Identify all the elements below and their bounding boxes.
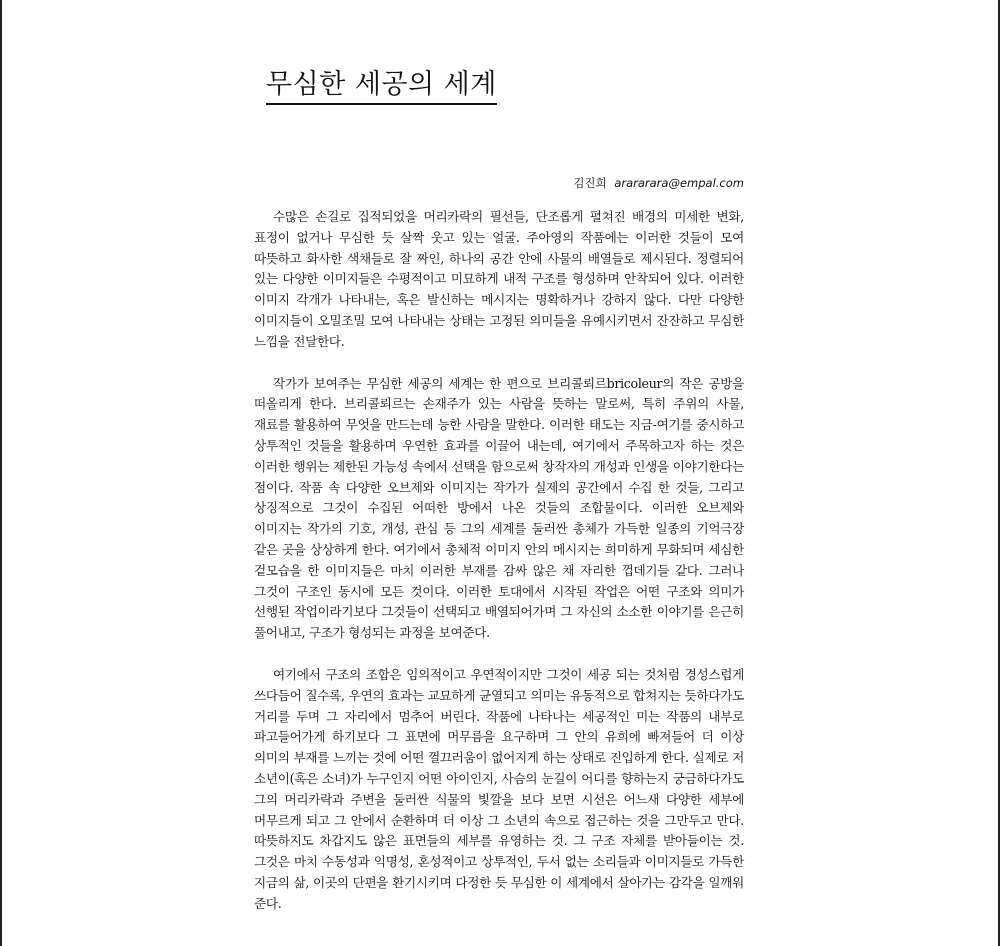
document-title: 무심한 세공의 세계 xyxy=(266,68,497,105)
paragraph-1: 수많은 손길로 집적되었을 머리카락의 필선들, 단조롭게 펼쳐진 배경의 미세한 변화, 표정이 없거나 무심한 듯 살짝 웃고 있는 얼굴. 주아영의 작품에는 이러한 것들이 모여 따뜻하고 화사한 색채들로 잘 짜인, 하나의 공간 안에 사물의 배열들로 제시된다. 정렬되어 있는 다양한 이미지들은 수평적이고 미묘하게 내적 구조를 형성하며 안착되어 있다. 이러한 이미지 각개가 나타내는, 혹은 발신하는 메시지는 명확하거나 강하지 않다. 다만 다양한 이미지들이 오밀조밀 모여 나타내는 상태는 고정된 의미들을 유예시키면서 잔잔하고 무심한 느낌을 전달한다. xyxy=(254,209,744,349)
article-body xyxy=(254,207,744,936)
author-email: arararara@empal.com xyxy=(614,176,744,190)
author-name: 김진희 xyxy=(573,176,607,190)
paragraph-2: 작가가 보여주는 무심한 세공의 세계는 한 편으로 브리콜뢰르bricoleur의 작은 공방을 떠올리게 한다. 브리콜뢰르는 손재주가 있는 사람을 뜻하는 말로써, 특히 주위의 사물, 재료를 활용하여 무엇을 만드는데 능한 사람을 말한다. 이러한 태도는 지금-여기를 중시하고 상투적인 것들을 활용하며 우연한 효과를 이끌어 내는데, 여기에서 주목하고자 하는 것은 이러한 행위는 제한된 가능성 속에서 선택을 함으로써 창작자의 개성과 인생을 이야기한다는 점이다. 작품 속 다양한 오브제와 이미지는 작가가 실제의 공간에서 수집 한 것들, 그리고 상징적으로 그것이 수집된 어떠한 방에서 나온 것들의 조합물이다. 이러한 오브제와 이미지는 작가의 기호, 개성, 관심 등 그의 세계를 둘러싼 총체가 가득한 일종의 기억극장 같은 곳을 상상하게 한다. 여기에서 총체적 이미지 안의 메시지는 희미하게 무화되며 세심한 겉모습을 한 이미지들은 마치 이러한 부재를 감싸 않은 채 자리한 껍데기들 같다. 그러나 그것이 구조인 동시에 모든 것이다. 이러한 토대에서 시작된 작업은 어떤 구조와 의미가 선행된 작업이라기보다 그것들이 선택되고 배열되어가며 그 자신의 소소한 이야기를 은근히 풀어내고, 구조가 형성되는 과정을 보여준다. xyxy=(254,375,744,641)
paragraph-3: 여기에서 구조의 조합은 임의적이고 우연적이지만 그것이 세공 되는 것처럼 경성스럽게 쓰다듬어 질수록, 우연의 효과는 교묘하게 균열되고 의미는 유동적으로 합쳐지는 듯하다가도 거리를 두며 그 자리에서 멈추어 버린다. 작품에 나타나는 세공적인 미는 작품의 내부로 파고들어가게 하기보다 그 표면에 머무름을 요구하며 그 안의 유희에 빠져들어 더 이상 의미의 부재를 느끼는 것에 어떤 껄끄러움이 없어지게 하는 상태로 진입하게 한다. 실제로 저 소년이(혹은 소녀)가 누구인지 어떤 아이인지, 사슴의 눈길이 어디를 향하는지 궁금하다가도 그의 머리카락과 주변을 둘러싼 식물의 빛깔을 보다 보면 시선은 어느새 다양한 세부에 머무르게 되고 그 안에서 순환하며 더 이상 그 소년의 속으로 접근하는 것을 그만두고 만다. 따뜻하지도 차갑지도 않은 표면들의 세부를 유영하는 것. 그 구조 자체를 받아들이는 것. 그것은 마치 수동성과 익명성, 혼성적이고 상투적인, 두서 없는 소리들과 이미지들로 가득한 지금의 삶, 이곳의 단편을 환기시키며 다정한 듯 무심한 이 세계에서 살아가는 감각을 일깨워 준다. xyxy=(254,666,744,911)
author-byline xyxy=(573,175,744,191)
